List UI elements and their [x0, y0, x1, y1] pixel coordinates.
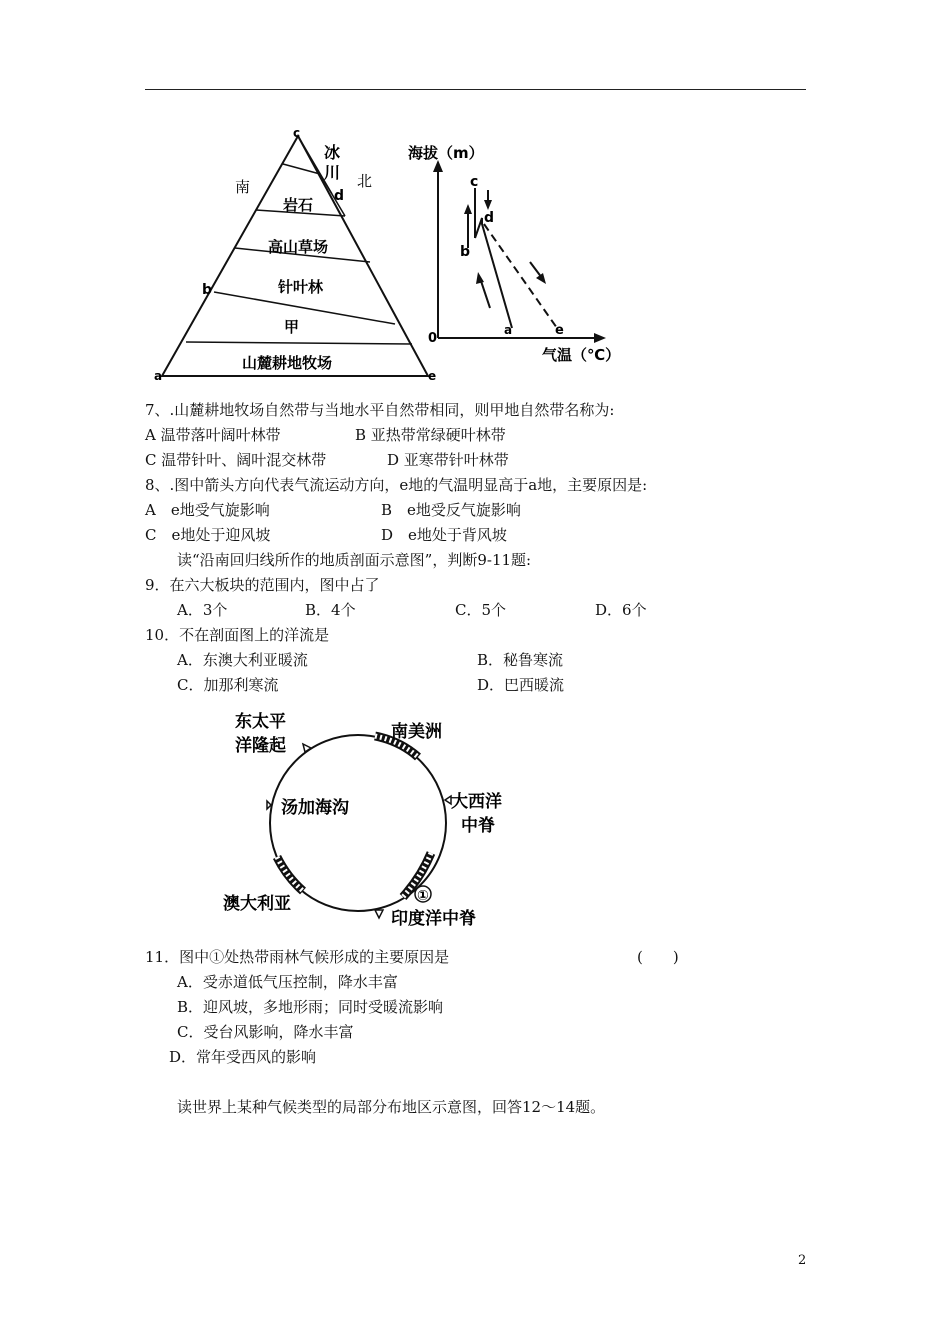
q10-option-c: C．加那利寒流 [177, 676, 279, 694]
q11-option-d: D．常年受西风的影响 [169, 1048, 317, 1066]
q8-option-c: C e地处于迎风坡 [145, 526, 271, 544]
q8-option-b: B e地受反气旋影响 [381, 501, 521, 519]
tropic-cross-section-figure [215, 705, 535, 933]
point-b-left: b [202, 282, 213, 298]
label-glacier-1: 冰 [324, 143, 341, 162]
header-rule [145, 89, 806, 90]
q11-option-b: B．迎风坡，多地形雨；同时受暖流影响 [177, 998, 444, 1016]
label-north: 北 [357, 172, 373, 190]
q8-option-d: D e地处于背风坡 [381, 526, 507, 544]
intro-12-14: 读世界上某种气候类型的局部分布地区示意图，回答12～14题。 [177, 1098, 606, 1116]
point-a-right: a [504, 323, 513, 337]
q7-option-d: D 亚寒带针叶林带 [387, 451, 509, 469]
q10-option-d: D．巴西暖流 [477, 676, 565, 694]
point-c-right: c [470, 174, 479, 190]
q8-stem: 8、.图中箭头方向代表气流运动方向，e地的气温明显高于a地，主要原因是: [145, 476, 648, 494]
q7-option-b: B 亚热带常绿硬叶林带 [355, 426, 506, 444]
q7-option-a: A 温带落叶阔叶林带 [145, 426, 281, 444]
q11-stem: 11．图中①处热带雨林气候形成的主要原因是 [145, 948, 450, 966]
label-south: 南 [235, 178, 251, 196]
point-d-left: d [334, 188, 345, 204]
point-a-left: a [154, 369, 163, 383]
intro-9-11: 读“沿南回归线所作的地质剖面示意图”，判断9-11题: [177, 551, 532, 569]
x-axis-label: 气温（℃） [542, 346, 621, 364]
label-south-america: 南美洲 [391, 722, 442, 742]
q9-stem: 9．在六大板块的范围内，图中占了 [145, 576, 380, 594]
y-axis-label: 海拔（m） [408, 144, 484, 162]
label-atlantic-2: 中脊 [461, 816, 495, 836]
q11-option-a: A．受赤道低气压控制，降水丰富 [177, 973, 398, 991]
label-tonga-trench: 汤加海沟 [281, 798, 349, 818]
q9-option-a: A．3个 [177, 601, 228, 619]
point-c-left: c [293, 128, 301, 140]
belt-jia: 甲 [284, 318, 300, 336]
q8-option-a: A e地受气旋影响 [145, 501, 270, 519]
label-east-pacific-1: 东太平 [235, 712, 286, 732]
label-australia: 澳大利亚 [223, 894, 291, 914]
point-e-right: e [555, 323, 564, 338]
q10-stem: 10．不在剖面图上的洋流是 [145, 626, 330, 644]
q7-stem: 7、.山麓耕地牧场自然带与当地水平自然带相同，则甲地自然带名称为: [145, 401, 615, 419]
q11-option-c: C．受台风影响，降水丰富 [177, 1023, 354, 1041]
mountain-zone-figure [150, 128, 630, 390]
q9-option-b: B．4个 [305, 601, 356, 619]
q7-option-c: C 温带针叶、阔叶混交林带 [145, 451, 327, 469]
label-indian-ridge: 印度洋中脊 [391, 909, 476, 929]
q10-option-b: B．秘鲁寒流 [477, 651, 564, 669]
point-e-left: e [428, 369, 437, 383]
point-b-right: b [460, 244, 471, 260]
page-number: 2 [798, 1253, 807, 1268]
label-glacier-2: 川 [324, 163, 341, 182]
belt-rock: 岩石 [283, 196, 314, 214]
q9-option-d: D．6个 [595, 601, 647, 619]
point-d-right: d [484, 210, 495, 226]
belt-foothill: 山麓耕地牧场 [242, 354, 333, 372]
q10-option-a: A．东澳大利亚暖流 [177, 651, 308, 669]
belt-alpine-meadow: 高山草场 [268, 238, 329, 256]
origin-label: 0 [428, 331, 438, 346]
q11-answer-paren: ( ) [637, 948, 679, 966]
label-atlantic-1: 大西洋 [451, 792, 502, 812]
q9-option-c: C．5个 [455, 601, 507, 619]
label-east-pacific-2: 洋隆起 [235, 736, 286, 756]
marker-1: ① [417, 888, 429, 904]
belt-conifer: 针叶林 [278, 278, 324, 296]
